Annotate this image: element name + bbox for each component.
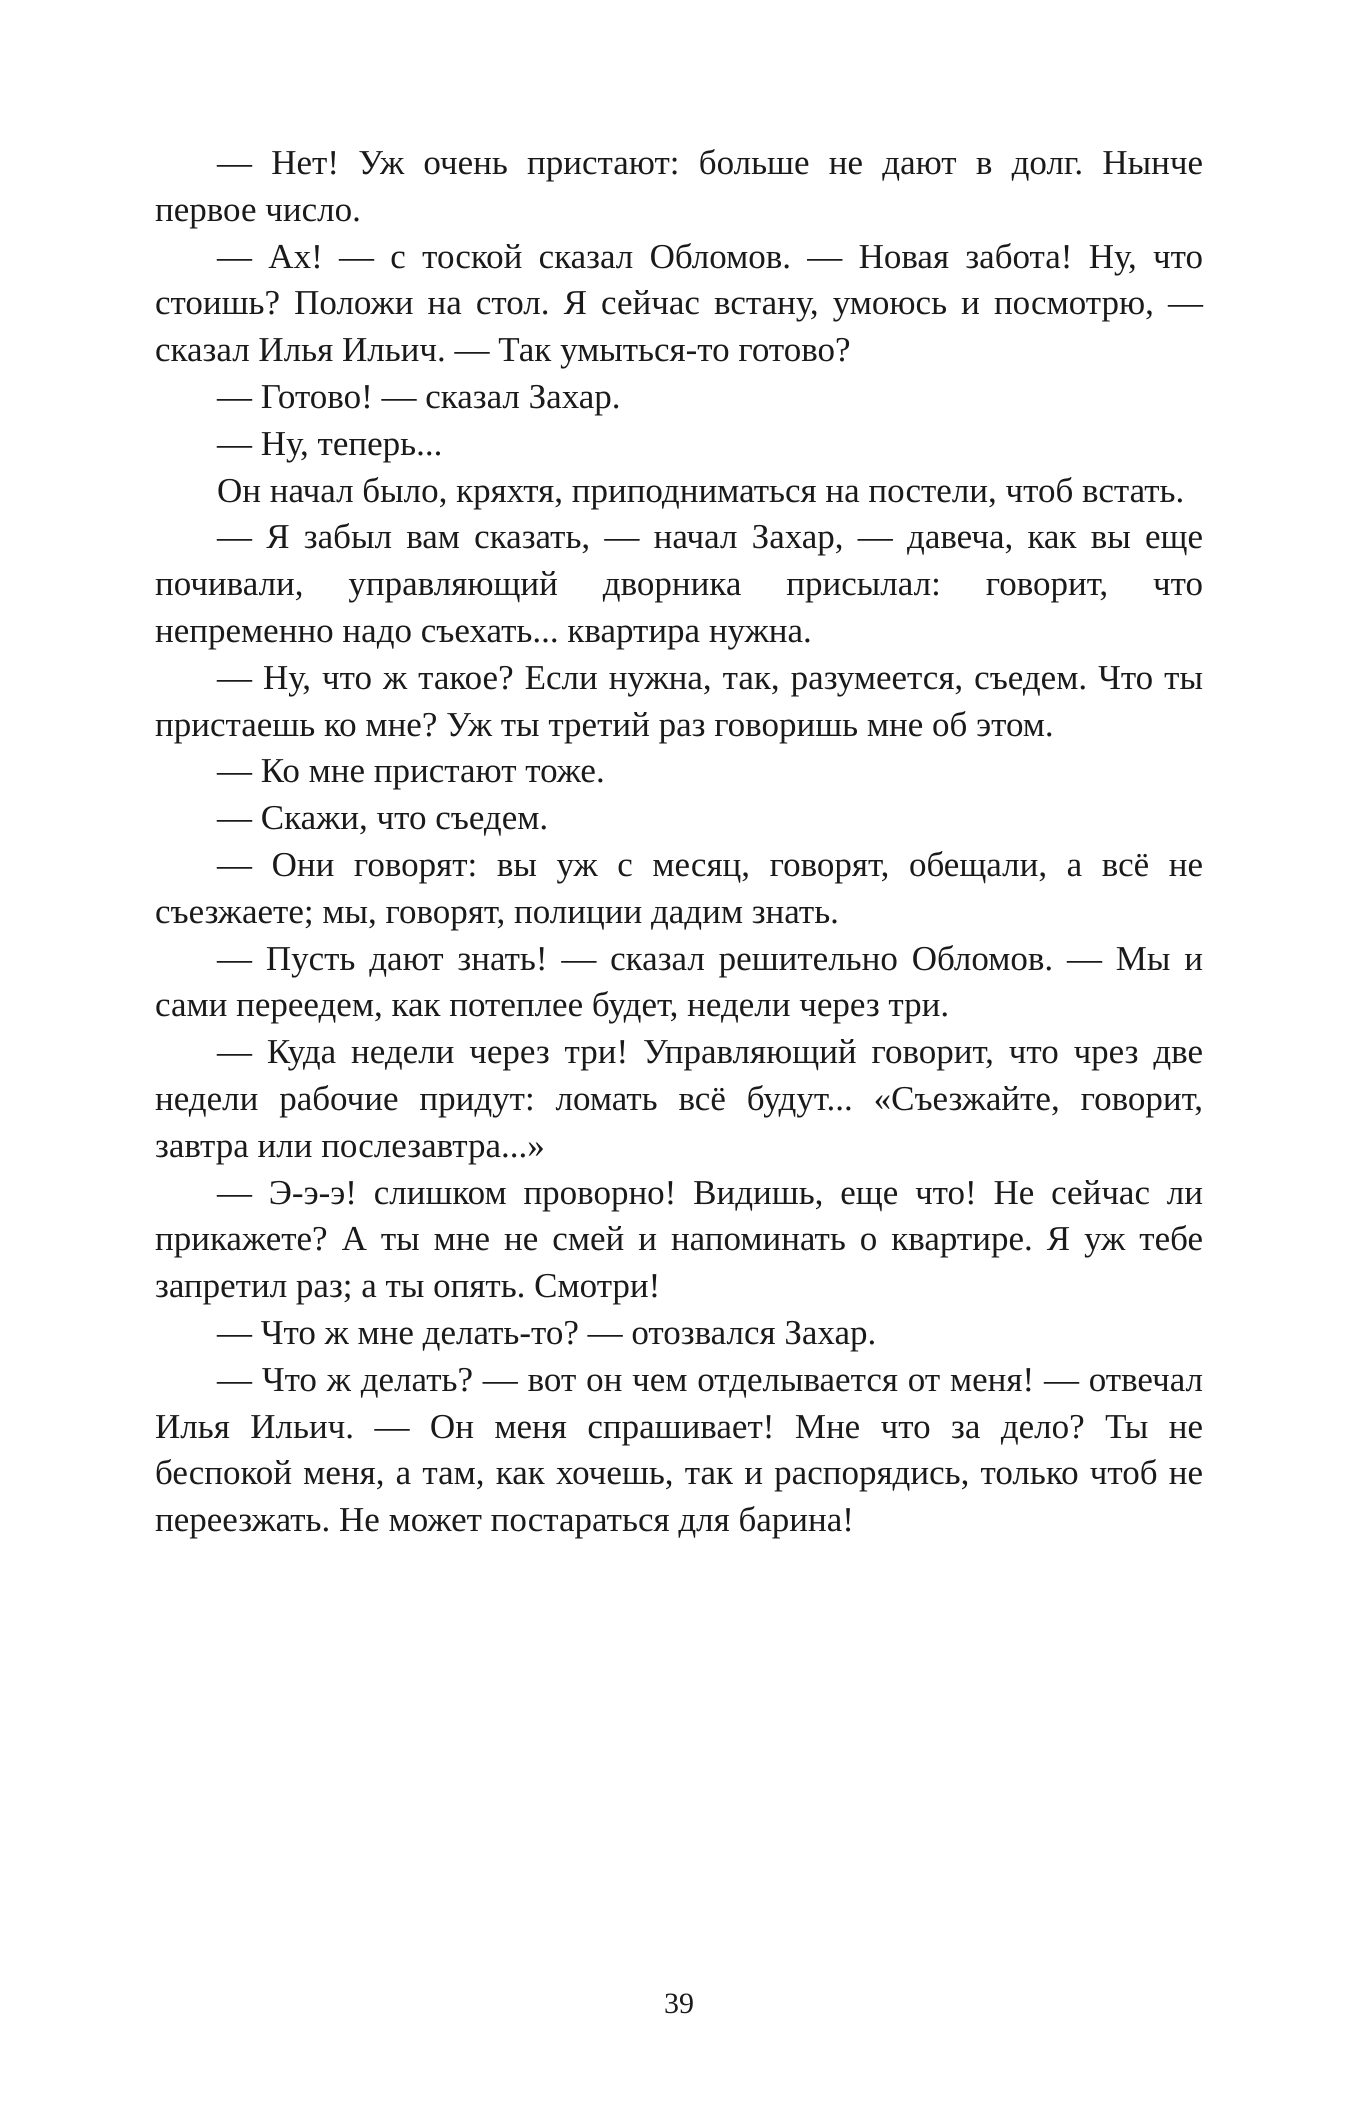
paragraph: — Э-э-э! слишком проворно! Видишь, еще что! Не сейчас ли прикажете? А ты мне не смей и напоминать о квартире. Я уж тебе запретил раз; а ты опять. Смотри! [155,1172,1203,1306]
paragraph: — Нет! Уж очень пристают: больше не дают в долг. Нынче первое число. [155,143,1203,229]
paragraph: — Ко мне пристают тоже. [217,751,605,791]
paragraph: — Скажи, что съедем. [217,798,549,838]
paragraph: — Куда недели через три! Управляющий говорит, что чрез две недели рабочие придут: ломать всё будут... «Съезжайте, говорит, завтра или послезавтра...» [155,1032,1203,1165]
paragraph: — Ну, теперь... [217,423,443,463]
paragraph: — Что ж мне делать-то? — отозвался Захар. [217,1312,877,1352]
paragraph: — Ах! — с тоской сказал Обломов. — Новая забота! Ну, что стоишь? Положи на стол. Я сейчас встану, умоюсь и посмотрю, — сказал Илья Ильич. — Так умыться-то готово? [155,236,1203,370]
paragraph: — Готово! — сказал Захар. [217,376,621,416]
page-number: 39 [664,1987,694,2020]
paragraph: Он начал было, кряхтя, приподниматься на постели, чтоб встать. [217,470,1185,510]
paragraph: — Ну, что ж такое? Если нужна, так, разумеется, съедем. Что ты пристаешь ко мне? Уж ты третий раз говоришь мне об этом. [155,657,1203,744]
paragraph: — Что ж делать? — вот он чем отделывается от меня! — отвечал Илья Ильич. — Он меня спрашивает! Мне что за дело? Ты не беспокой меня, а там, как хочешь, так и распорядись, только чтоб не переезжать. Не может постараться для барина! [155,1359,1203,1540]
paragraph: — Я забыл вам сказать, — начал Захар, — давеча, как вы еще почивали, управляющий дворника присылал: говорит, что непременно надо съехать... квартира нужна. [155,517,1203,650]
paragraph: — Пусть дают знать! — сказал решительно Обломов. — Мы и сами переедем, как потеплее будет, недели через три. [155,938,1203,1025]
paragraph: — Они говорят: вы уж с месяц, говорят, обещали, а всё не съезжаете; мы, говорят, полиции дадим знать. [155,844,1203,931]
page-text [155,140,1203,1544]
